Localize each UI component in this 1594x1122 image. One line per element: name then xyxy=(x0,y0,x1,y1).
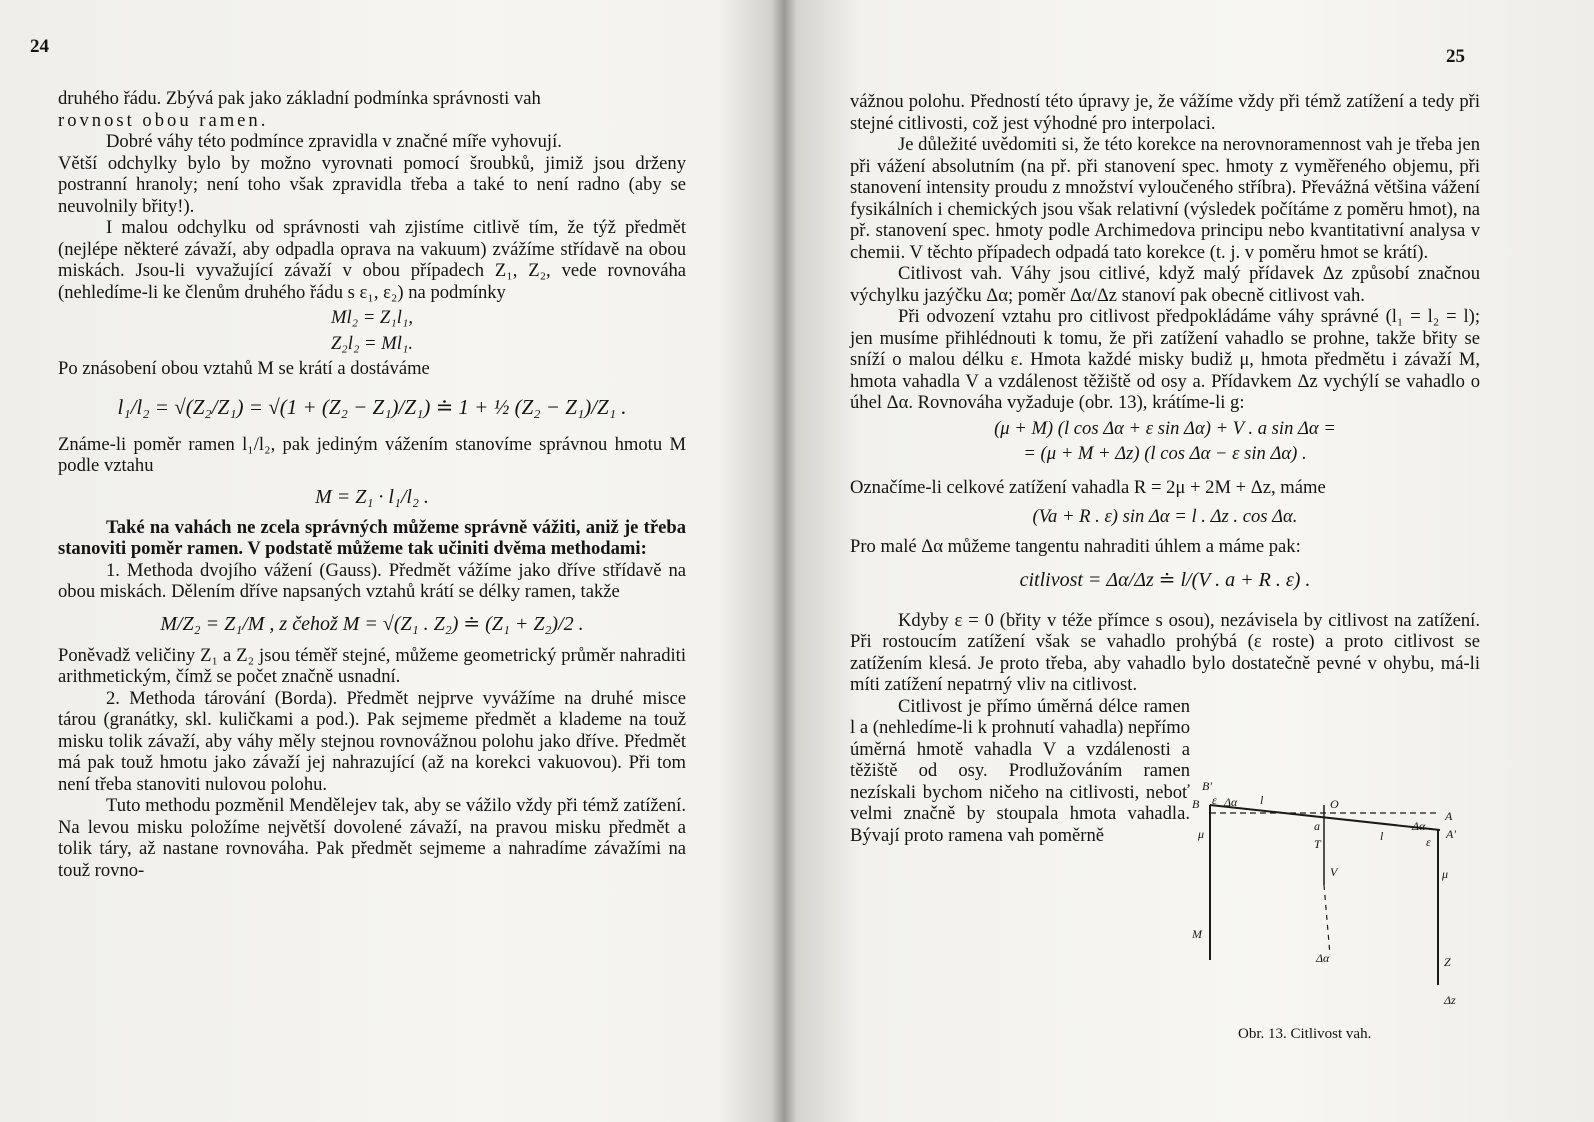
beam-line xyxy=(1210,805,1440,830)
paragraph: Je důležité uvědomiti si, že této korekce na nerovnoramennost vah je třeba jen při vážení absolutním (na př. při stanovení spec. hmoty z vyměřeného objemu, při stanovení intensity proudu z množství vyloučeného stříbra). Převážná většina vážení fysikálních i chemických jsou však relativní (výsledek počítáme z poměru hmot), na př. stanovení spec. hmoty podle Archimedova principu nebo kvantitativní analysa v chemii. V těchto případech odpadá tato korekce (t. j. v poměru hmot se krátí). xyxy=(850,134,1480,263)
figure-label: O xyxy=(1330,797,1339,811)
paragraph: Také na vahách ne zcela správných můžeme správně vážiti, aniž je třeba stanoviti poměr ramen. V podstatě můžeme tak učiniti dvěma methodami: xyxy=(58,516,686,559)
figure-label: μ xyxy=(1442,867,1449,881)
right-page-text xyxy=(850,91,1480,846)
equation: M = Z₁ · l₁/l₂ . xyxy=(315,485,429,508)
paragraph: Dobré váhy této podmínce zpravidla v značné míře vyhovují. xyxy=(106,131,562,152)
figure-label: μ xyxy=(1198,827,1205,841)
figure-label: Δz xyxy=(1444,993,1456,1007)
equation: (Va + R . ε) sin Δα = l . Δz . cos Δα. xyxy=(1032,506,1298,527)
equation: (μ + M) (l cos Δα + ε sin Δα) + V . a sin Δα = xyxy=(994,417,1336,439)
figure-label: T xyxy=(1314,837,1321,851)
figure-label: A xyxy=(1445,809,1453,823)
paragraph: druhého řádu. Zbývá pak jako základní podmínka správnosti vah xyxy=(58,88,541,109)
figure-label: l xyxy=(1260,793,1264,807)
paragraph: 1. Methoda dvojího vážení (Gauss). Předmět vážíme jako dříve střídavě na obou miskách. Dělením dříve napsaných vztahů krátí se délky ramen, takže xyxy=(58,559,686,602)
page-number: 25 xyxy=(1446,46,1465,67)
figure-label: Δα xyxy=(1316,951,1330,965)
equation: l₁/l₂ = √(Z₂/Z₁) = √(1 + (Z₂ − Z₁)/Z₁) ≐ 1 + ½ (Z₂ − Z₁)/Z₁ . xyxy=(117,394,627,419)
figure-label: a xyxy=(1314,819,1320,833)
equation: Ml₂ = Z₁l₁, xyxy=(330,307,414,328)
figure-label: V xyxy=(1330,865,1338,879)
paragraph: Pro malé Δα můžeme tangentu nahraditi úhlem a máme pak: xyxy=(850,536,1301,557)
paragraph: Citlivost je přímo úměrná délce ramen l a (nehledíme-li k prohnutí vahadla) nepřímo úměrná hmotě vahadla V a vzdálenosti a těžiště od osy. Prodlužováním ramen nezískali bychom ničeho na citlivosti, neboť velmi značně by stoupala hmota vahadla. Bývají proto ramena vah poměrně xyxy=(850,695,1190,846)
paragraph: Poněvadž veličiny Z₁ a Z₂ jsou téměř stejné, můžeme geometrický průměr nahraditi arithmetickým, čímž se počet značně usnadní. xyxy=(58,644,686,687)
figure-label: A' xyxy=(1446,827,1456,841)
paragraph: rovnost obou ramen. xyxy=(58,109,269,131)
pointer-deflected xyxy=(1324,885,1330,955)
paragraph: 2. Methoda tárování (Borda). Předmět nejprve vyvážíme na druhé misce tárou (granátky, skl. kuličkami a pod.). Pak sejmeme předmět a klademe na touž misku tolik závaží, aby váhy měly stejnou rovnovážnou polohu jako dříve. Předmět má pak touž hmotu jako závaží jej nahrazující (až na korekci vakuovou). Při tom není třeba stanoviti nulovou polohu. xyxy=(58,687,686,795)
paragraph: vážnou polohu. Předností této úpravy je, že vážíme vždy při témž zatížení a tedy při stejné citlivosti, což jest výhodné pro interpolaci. xyxy=(850,91,1480,134)
figure-label: B xyxy=(1192,797,1200,811)
balance-diagram xyxy=(1190,775,1460,1025)
paragraph: Po znásobení obou vztahů M se krátí a dostáváme xyxy=(58,358,430,379)
left-page xyxy=(0,0,760,1122)
figure-caption: Obr. 13. Citlivost vah. xyxy=(1238,1026,1372,1042)
paragraph: Citlivost vah. Váhy jsou citlivé, když malý přídavek Δz způsobí značnou výchylku jazýčku Δα; poměr Δα/Δz stanoví pak obecně citlivost vah. xyxy=(850,263,1480,306)
figure-label: B' xyxy=(1202,779,1212,793)
figure-label: ε xyxy=(1212,793,1217,807)
paragraph: Při odvození vztahu pro citlivost předpokládáme váhy správné (l₁ = l₂ = l); jen musíme přihlédnouti k tomu, že při zatížení vahadlo se prohne, takže břity se sníží o malou délku ε. Hmota každé misky budiž μ, hmota předmětu i závaží M, hmota vahadla V a vzdálenost těžiště od osy a. Přídavkem Δz vychýlí se vahadlo o úhel Δα. Rovnováha vyžaduje (obr. 13), krátíme-li g: xyxy=(850,306,1480,413)
equation: citlivost = Δα/Δz ≐ l/(V . a + R . ε) . xyxy=(1019,568,1311,591)
figure-label: Δα xyxy=(1412,819,1426,833)
figure-label: Z xyxy=(1444,955,1451,969)
equation: = (μ + M + Δz) (l cos Δα − ε sin Δα) . xyxy=(1023,443,1307,464)
page-number: 24 xyxy=(30,36,49,57)
paragraph: Tuto methodu pozměnil Mendělejev tak, aby se vážilo vždy při témž zatížení. Na levou misku položíme největší dovolené závaží, na pravou misku předmět a tolik táry, až nastane rovnováha. Pak předmět sejmeme a nahradíme závažími na touž rovno- xyxy=(58,795,686,881)
paragraph: Označíme-li celkové zatížení vahadla R = 2μ + 2M + Δz, máme xyxy=(850,476,1326,498)
equation: Z₂l₂ = Ml₁. xyxy=(330,332,414,354)
figure-label: M xyxy=(1192,927,1202,941)
figure-label: l xyxy=(1380,829,1384,843)
paragraph: I malou odchylku od správnosti vah zjistíme citlivě tím, že týž předmět (nejlépe některé závaží, aby odpadla oprava na vakuum) zvážíme střídavě na obou miskách. Jsou-li vyvažující závaží v obou případech Z₁, Z₂, vede rovnováha (nehledíme-li ke členům druhého řádu s ε₁, ε₂) na podmínky xyxy=(58,217,686,303)
figure-label: Δα xyxy=(1224,795,1238,809)
paragraph: Větší odchylky bylo by možno vyrovnati pomocí šroubků, jimiž jsou drženy postranní hranoly; není toho však zpravidla třeba a také to není radno (aby se neuvolnily břity!). xyxy=(58,152,686,217)
left-page-text xyxy=(58,88,686,881)
equation: M/Z₂ = Z₁/M , z čehož M = √(Z₁ . Z₂) ≐ (Z₁ + Z₂)/2 . xyxy=(160,612,584,635)
paragraph: Kdyby ε = 0 (břity v téže přímce s osou), nezávisela by citlivost na zatížení. Při rostoucím zatížení však se vahadlo prohýbá (ε roste) a proto citlivost se zatížením klesá. Je proto třeba, aby vahadlo bylo dostatečně pevné v ohybu, má-li míti zatížení nepatrný vliv na citlivost. xyxy=(850,609,1480,695)
paragraph: Známe-li poměr ramen l₁/l₂, pak jediným vážením stanovíme správnou hmotu M podle vztahu xyxy=(58,433,686,476)
figure-label: ε xyxy=(1426,835,1431,849)
